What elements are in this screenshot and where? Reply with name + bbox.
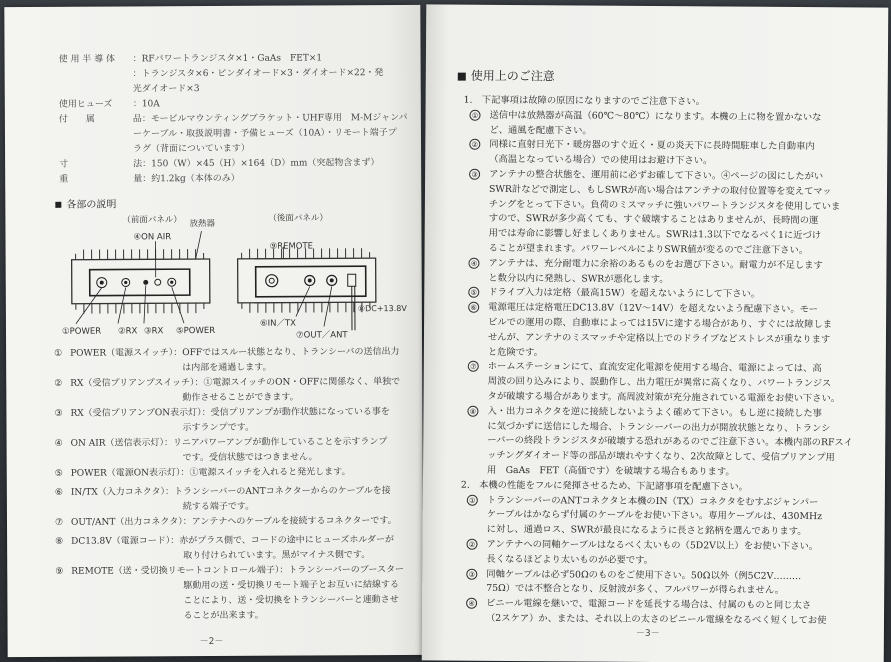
item-number: ⑤	[54, 468, 63, 479]
caution-line: ど、通風を配慮下さい。	[489, 124, 592, 137]
callout-rx-switch: ②RX	[117, 326, 138, 337]
spec-value: ：10A	[132, 99, 160, 110]
spec-value: 光ダイオード×3	[132, 84, 200, 95]
caution-line: 用では寿命に影響し好ましくありません。SWRは1.3以下でなるべく1に近づけ	[488, 228, 822, 242]
section-heading	[55, 196, 116, 211]
caution-number: ④	[466, 598, 477, 609]
spec-value: ラグ（背面についています）	[133, 143, 250, 155]
caution-line: （2スケア）か、または、それ以上の太さのビニール電線をなるべく短くしてお使	[485, 612, 827, 627]
left-page	[4, 5, 423, 657]
caution-line: 電源電圧は定格電圧DC13.8V（12V～14V）を超えないよう配慮下さい。モー	[488, 302, 818, 316]
caution-line: アンテナは、充分耐電力に余裕のあるものをお選び下さい。耐電力が不足します	[488, 257, 823, 271]
spec-key: 付 属	[58, 114, 95, 125]
caution-line: アンテナの整合状態を、運用前に必ずお確して下さい。④ページの図にしたがい	[489, 168, 824, 183]
spec-value: ：トランジスタ×6・ピンダイオード×3・ダイオード×22・発	[132, 68, 384, 80]
item-text: RX（受信プリアンプスイッチ）：①電源スイッチのON・OFFに関係なく、単独で	[70, 377, 401, 389]
spec-value: ：RFパワートランジスタ×1・GaAs FET×1	[132, 53, 323, 65]
caution-line: ッチングダイオード等の部品が壊れやすくなり、2次故障として、受信プリアンプ用	[487, 450, 835, 464]
item-text-cont: です。受信状態ではつきません。	[182, 452, 318, 464]
rear-panel-drawing	[238, 246, 376, 331]
caution-line: タが破壊する場合があります。高周波対策が充分施されている電源をお使い下さい。	[487, 390, 841, 405]
cautions-title: 使用上のご注意	[470, 68, 555, 84]
caution-line: アンテナへの同軸ケーブルはなるべく太いもの（5D2V以上）をお使い下さい。	[486, 538, 819, 553]
callout-dc: ⑧DC+13.8V	[357, 303, 407, 314]
spec-list	[4, 5, 420, 185]
item-number: ⑥	[54, 487, 63, 498]
item-text: OUT/ANT（出力コネクタ）：アンテナへのケーブルを接続するコネクターです。	[70, 516, 397, 528]
page-number-left: －2－	[199, 636, 224, 648]
caution-line: と数分以内に発熱し、SWRが悪化します。	[488, 272, 669, 285]
caution-line: せんが、アンテナのミスマッチや定格以上でのドライブなどストレスが重なります	[487, 331, 831, 346]
caution-number: ⑧	[467, 405, 478, 416]
caution-number: ⑥	[468, 302, 479, 313]
caution-line: ることが望まれます。パワーレベルによりSWR値が変るのでご注意下さい。	[488, 242, 809, 257]
item-text-cont: ることが出来ます。	[183, 610, 264, 622]
caution-line: SWR計などで測定し、もしSWRが高い場合はアンテナの取付位置等を変えてマッ	[488, 183, 832, 198]
caution-number: ①	[467, 494, 478, 505]
callout-out-ant: ⑦OUT／ANT	[295, 330, 348, 341]
item-text: REMOTE（送・受切換リモートコントロール端子）：トランシーバーのブースター	[71, 565, 405, 577]
section-title: 各部の説明	[66, 199, 117, 211]
spec-key: 使用ヒューズ	[58, 99, 113, 110]
caution-line: 用 GaAs FET（高価です）を破壊する場合もあります。	[487, 464, 735, 478]
spec-value: ーケーブル・取扱説明書・予備ヒューズ（10A）・リモート端子プ	[132, 128, 397, 140]
caution-line: 送信中は放熱器が高温（60℃～80℃）になります。本機の上に物を置かないな	[489, 109, 822, 123]
caution-group-heading: 2. 本機の性能をフルに発揮させるため、下記諸事項を配慮下さい。	[460, 479, 749, 493]
item-text-cont: 駆動用の送・受切換リモート端子とお互いに結線する	[183, 580, 400, 592]
item-text: IN/TX（入力コネクタ）：トランシーバーのANTコネクターからのケーブルを接	[70, 486, 391, 498]
item-text-cont: 動作させることができます。	[182, 392, 299, 404]
caution-line: に気づかずに送信にした場合、トランシーバーの出力が開放状態となり、トランシ	[487, 420, 831, 434]
spec-key: 使 用 半 導 体	[58, 54, 116, 65]
rear-panel-label: （後面パネル）	[268, 213, 328, 224]
item-number: ②	[54, 378, 63, 389]
caution-line: チングをとって下さい。負荷のミスマッチに強いパワートランジスタを使用していま	[488, 198, 841, 212]
caution-line: 同軸ケーブルは必ず50Ωのものをご使用下さい。50Ω以外（例5C2V………	[486, 568, 802, 582]
item-number: ③	[54, 408, 63, 419]
item-text-cont: ことにより、送・受切換をトランシーバーと連動させ	[183, 595, 399, 607]
front-panel-drawing	[71, 231, 209, 324]
callout-in-tx: ⑥IN／TX	[259, 318, 297, 329]
callout-rx-lamp: ③RX	[143, 326, 164, 337]
caution-number: ⑤	[468, 287, 479, 298]
caution-group-heading: 1. 下記事項は故障の原因になりますのでご注意下さい。	[463, 94, 705, 108]
caution-number: ②	[466, 539, 477, 550]
caution-number: ①	[469, 109, 480, 120]
caution-line: 周波の回り込みにより、誤動作し、出力電圧が異常に高くなり、パワートランジス	[487, 376, 832, 390]
caution-number: ⑦	[468, 361, 479, 372]
cautions-heading	[458, 67, 555, 85]
page-number-right: －3－	[635, 628, 660, 640]
caution-line: すので、SWRが多少高くても、すぐ破壊することはありませんが、長時間の運	[488, 213, 819, 227]
caution-number: ④	[468, 257, 479, 268]
item-text-cont: 示すランプです。	[182, 422, 255, 434]
item-number: ⑨	[55, 566, 64, 577]
caution-line: と危険です。	[487, 346, 543, 358]
caution-line: ドライブ入力は定格（最高15W）を超えないようにして下さい。	[488, 287, 761, 301]
item-text: POWER（電源スイッチ）：OFFではスルー状態となり、トランシーバの送信出力	[70, 347, 400, 359]
remote-label: ⑨REMOTE	[269, 241, 314, 252]
callout-power-lamp: ⑤POWER	[175, 325, 216, 337]
item-text-cont: は内部を通過します。	[182, 362, 272, 374]
item-text: RX（受信プリアンプON表示灯）：受信プリアンプが動作状態になっている事を	[70, 407, 390, 419]
item-text: ON AIR（送信表示灯）：リニアパワーアンプが動作していることを示すランプ	[70, 437, 388, 449]
caution-line: 同様に直射日光下・暖房器のすぐ近く・夏の炎天下に長時間駐車した自動車内	[489, 139, 815, 153]
spec-value: 品：モービルマウンティングブラケット・UHF専用 M-Mジャンパ	[132, 112, 408, 125]
caution-line: ケーブルはかならず付属のケーブルをお使い下さい。専用ケーブルは、430MHz	[486, 509, 823, 523]
item-text: DC13.8V（電源コード）：赤がプラス側で、コードの途中にヒューズホルダーが	[71, 535, 395, 547]
item-text-cont: 続する端子です。	[182, 501, 255, 513]
spec-key: 重	[59, 174, 69, 185]
spec-key: 寸	[59, 159, 69, 170]
spec-value: 量：約1.2kg（本体のみ）	[133, 173, 240, 185]
caution-line: （高温となっている場合）での使用はお避け下さい。	[489, 154, 713, 167]
item-number: ①	[54, 348, 63, 359]
caution-line: に対し、通過ロス、SWRが最良になるように長さと銘柄を選んであります。	[486, 524, 807, 538]
item-number: ④	[54, 438, 63, 449]
caution-number: ③	[466, 568, 477, 579]
square-bullet-icon	[55, 202, 61, 208]
item-text: POWER（電源ON表示灯）：①電源スイッチを入れると発光します。	[70, 467, 351, 479]
caution-line: ビルでの運用の際、自動車によっては15Vに達する場合があり、すぐには故障しま	[488, 316, 833, 331]
caution-line: トランシーバーのANTコネクタと本機のIN（TX）コネクタをむすぶジャンパー	[486, 494, 819, 508]
item-number: ⑦	[54, 517, 64, 528]
heatsink-label: 放熱器	[189, 218, 215, 230]
caution-line: ーバーの終段トランジスタが破壊する恐れがあるのでご注意下さい。本機内部のRFスイ	[487, 435, 853, 449]
item-number: ⑧	[55, 536, 64, 547]
front-panel-label: （前面パネル）	[122, 215, 182, 226]
caution-line: 入・出力コネクタを逆に接続しないようよく確めて下さい。もし逆に接続した事	[487, 405, 823, 419]
caution-number: ②	[469, 139, 480, 150]
caution-number: ③	[469, 169, 480, 180]
spec-value: 法：150（W）×45（H）×164（D）mm（突起物含まず）	[133, 158, 380, 170]
item-text-cont: 取り付けられています。黒がマイナス側です。	[183, 550, 371, 562]
caution-line: 75Ω）では不整合となり、反射波が多く、フルパワーが得られません。	[486, 583, 785, 597]
callout-power: ①POWER	[61, 326, 102, 337]
caution-line: 長くなるほどより太いものが必要です。	[486, 553, 654, 566]
on-air-label: ④ON AIR	[133, 232, 172, 243]
square-bullet-icon	[458, 72, 466, 80]
caution-line: ホームステーションにて、直流安定化電源を使用する場合、電源によっては、高	[487, 361, 822, 375]
caution-line: ビニール電線を継いで、電源コードを延長する場合は、付属のものと同じ太さ	[486, 598, 812, 612]
right-page	[422, 4, 889, 662]
